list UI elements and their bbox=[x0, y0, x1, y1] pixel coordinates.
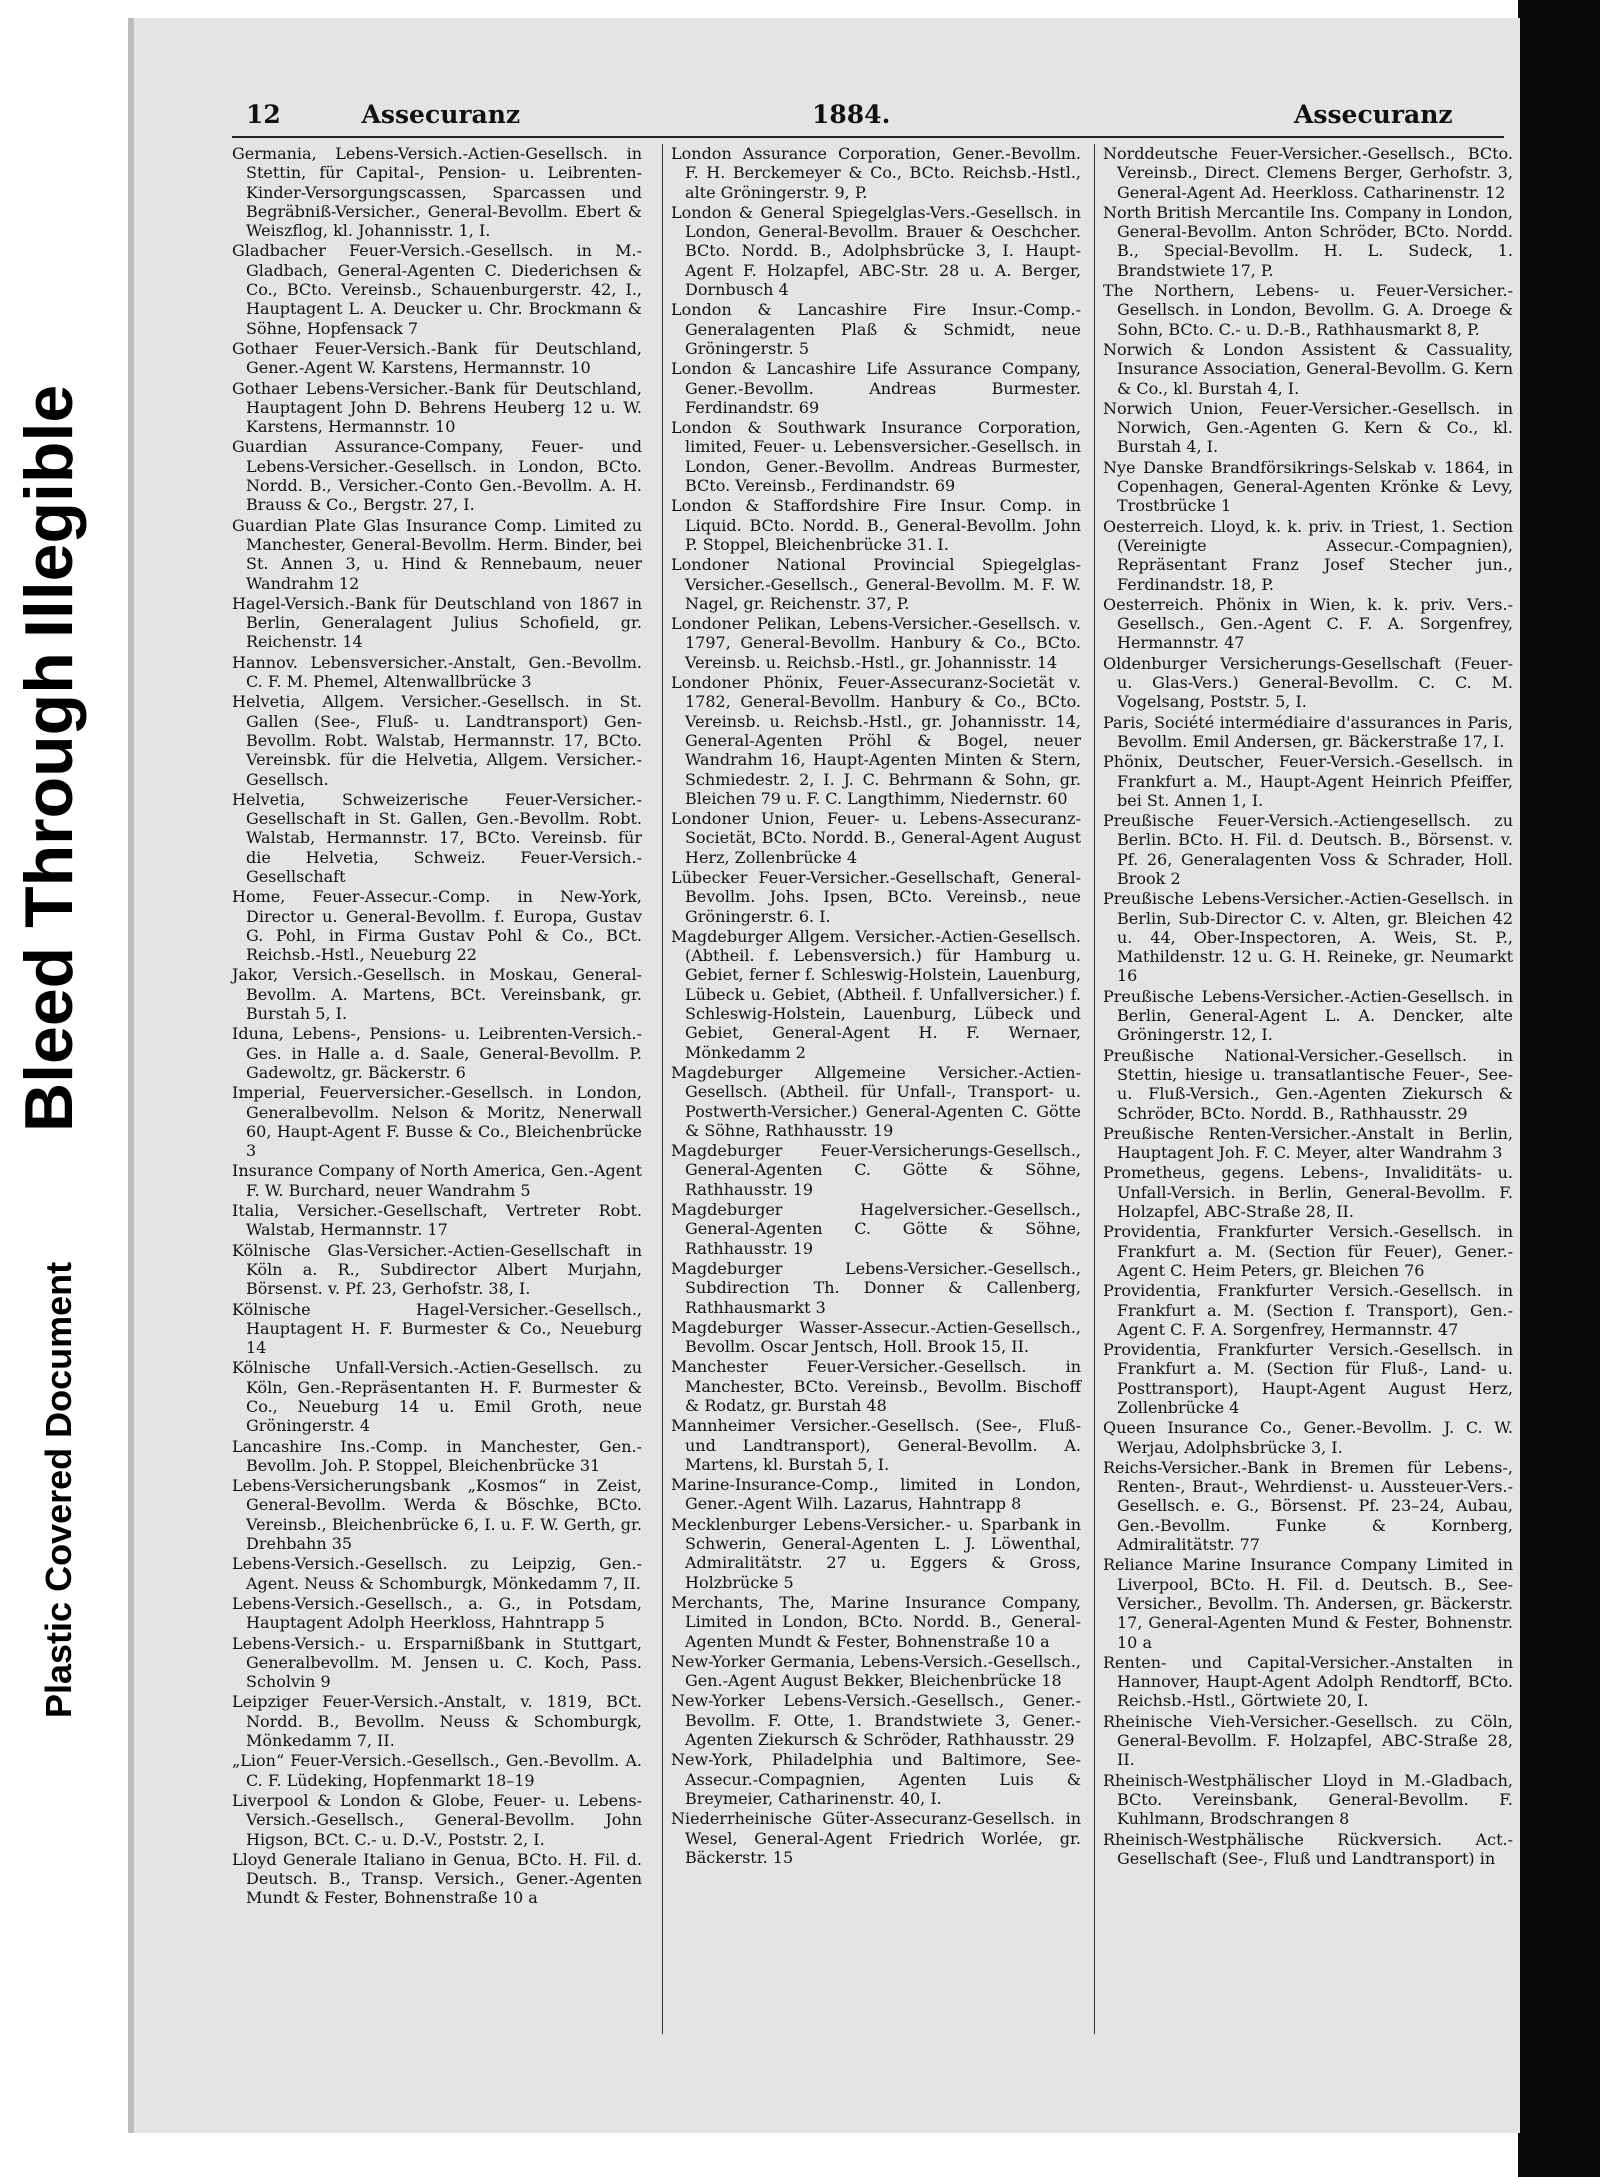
directory-entry: Providentia, Frankfurter Versich.-Gesellsch. in Frankfurt a. M. (Section f. Transport), Gen.-Agent C. F. A. Sorgenfrey, Hermannstr. 47 bbox=[1103, 1281, 1513, 1339]
page-number: 12 bbox=[246, 100, 281, 129]
running-header bbox=[232, 96, 1504, 138]
directory-entry: Imperial, Feuerversicher.-Gesellsch. in London, Generalbevollm. Nelson & Moritz, Nenerwall 60, Haupt-Agent F. Busse & Co., Bleichenbrücke 3 bbox=[232, 1083, 642, 1161]
directory-entry: Londoner Pelikan, Lebens-Versicher.-Gesellsch. v. 1797, General-Bevollm. Hanbury & Co., BCto. Vereinsb. u. Reichsb.-Hstl., gr. Johannisstr. 14 bbox=[671, 614, 1081, 672]
directory-entry: Merchants, The, Marine Insurance Company, Limited in London, BCto. Nordd. B., General-Agenten Mundt & Fester, Bohnenstraße 10 a bbox=[671, 1592, 1081, 1651]
directory-entry: London & Staffordshire Fire Insur. Comp. in Liquid. BCto. Nordd. B., General-Bevollm. John P. Stoppel, Bleichenbrücke 31. I. bbox=[671, 496, 1081, 554]
directory-entry: Londoner Phönix, Feuer-Assecuranz-Societät v. 1782, General-Bevollm. Hanbury & Co., BCto. Vereinsb. u. Reichsb.-Hstl., gr. Johannisstr. 14, General-Agenten Pröhl & Bogel, neuer Wandrahm 16, Haupt-Agenten Minten & Stern, Schmiedestr. 2, I. J. C. Behrmann & Sohn, gr. Bleichen 79 u. F. C. Langthimm, Niedernstr. 60 bbox=[671, 673, 1081, 808]
page-content bbox=[232, 96, 1513, 2096]
directory-entry: London & Lancashire Fire Insur.-Comp.-Generalagenten Plaß & Schmidt, neue Gröningerstr. 5 bbox=[671, 300, 1081, 358]
directory-entry: Marine-Insurance-Comp., limited in London, Gener.-Agent Wilh. Lazarus, Hahntrapp 8 bbox=[671, 1475, 1081, 1514]
directory-entry: Lancashire Ins.-Comp. in Manchester, Gen.-Bevollm. Joh. P. Stoppel, Bleichenbrücke 31 bbox=[232, 1436, 642, 1475]
header-right-title: Assecuranz bbox=[1294, 100, 1453, 129]
directory-entry: Preußische Feuer-Versich.-Actiengesellsch. zu Berlin. BCto. H. Fil. d. Deutsch. B., Börsenst. v. Pf. 26, Generalagenten Voss & Schrader, Holl. Brook 2 bbox=[1103, 811, 1513, 888]
header-left-title: Assecuranz bbox=[361, 100, 521, 129]
directory-entry: Gothaer Feuer-Versich.-Bank für Deutschland, Gener.-Agent W. Karstens, Hermannstr. 10 bbox=[232, 338, 642, 378]
directory-entry: Helvetia, Allgem. Versicher.-Gesellsch. in St. Gallen (See-, Fluß- u. Landtransport) Gen-Bevollm. Robt. Walstab, Hermannstr. 17, BCto. Vereinsbk. für die Helvetia, Allgem. Versicher.-Gesellsch. bbox=[232, 692, 642, 789]
directory-entry: London Assurance Corporation, Gener.-Bevollm. F. H. Berckemeyer & Co., BCto. Reichsb.-Hstl., alte Gröningerstr. 9, P. bbox=[671, 144, 1081, 202]
directory-entry: Lübecker Feuer-Versicher.-Gesellschaft, General-Bevollm. Johs. Ipsen, BCto. Vereinsb., neue Gröningerstr. 6. I. bbox=[671, 867, 1081, 926]
directory-entry: Lloyd Generale Italiano in Genua, BCto. H. Fil. d. Deutsch. B., Transp. Versich., Gener.-Agenten Mundt & Fester, Bohnenstraße 10 a bbox=[232, 1849, 642, 1908]
directory-entry: Providentia, Frankfurter Versich.-Gesellsch. in Frankfurt a. M. (Section für Feuer), Gener.-Agent C. Heim Peters, gr. Bleichen 76 bbox=[1103, 1222, 1513, 1280]
directory-entry: Magdeburger Feuer-Versicherungs-Gesellsch., General-Agenten C. Götte & Söhne, Rathhausstr. 19 bbox=[671, 1141, 1081, 1199]
directory-entry: Renten- und Capital-Versicher.-Anstalten in Hannover, Haupt-Agent Adolph Rendtorff, BCto. Reichsb.-Hstl., Görtwiete 20, I. bbox=[1103, 1652, 1513, 1711]
directory-entry: Kölnische Unfall-Versich.-Actien-Gesellsch. zu Köln, Gen.-Repräsentanten H. F. Burmester & Co., Neueburg 14 u. Emil Groth, neue Gröningerstr. 4 bbox=[232, 1358, 642, 1436]
directory-entry: Preußische Lebens-Versicher.-Actien-Gesellsch. in Berlin, Sub-Director C. v. Alten, gr. Bleichen 42 u. 44, Ober-Inspectoren, A. Weis, St. P., Mathildenstr. 12 u. G. H. Reineke, gr. Neumarkt 16 bbox=[1103, 889, 1513, 986]
directory-entry: Kölnische Hagel-Versicher.-Gesellsch., Hauptagent H. F. Burmester & Co., Neueburg 14 bbox=[232, 1299, 642, 1358]
directory-entry: Magdeburger Wasser-Assecur.-Actien-Gesellsch., Bevollm. Oscar Jentsch, Holl. Brook 15, II. bbox=[671, 1317, 1081, 1357]
directory-entry: Kölnische Glas-Versicher.-Actien-Gesellschaft in Köln a. R., Subdirector Albert Murjahn, Börsenst. v. Pf. 23, Gerhofstr. 38, I. bbox=[232, 1240, 642, 1299]
directory-entry: New-York, Philadelphia und Baltimore, See-Assecur.-Compagnien, Agenten Luis & Breymeier, Catharinenstr. 40, I. bbox=[671, 1750, 1081, 1808]
directory-entry: Mannheimer Versicher.-Gesellsch. (See-, Fluß- und Landtransport), General-Bevollm. A. Martens, kl. Burstah 5, I. bbox=[671, 1416, 1081, 1474]
column-3 bbox=[1094, 144, 1513, 2034]
directory-entry: Insurance Company of North America, Gen.-Agent F. W. Burchard, neuer Wandrahm 5 bbox=[232, 1161, 642, 1200]
illegible-label: Illegible bbox=[11, 384, 87, 638]
scan-edge-shadow bbox=[1518, 0, 1600, 2177]
directory-entry: Oesterreich. Lloyd, k. k. priv. in Triest, 1. Section (Vereinigte Assecur.-Compagnien), Repräsentant Franz Josef Stecher jun., Ferdinandstr. 18, P. bbox=[1103, 516, 1513, 594]
scanned-page bbox=[128, 18, 1520, 2133]
directory-entry: Gothaer Lebens-Versicher.-Bank für Deutschland, Hauptagent John D. Behrens Heuberg 12 u. W. Karstens, Hermannstr. 10 bbox=[232, 378, 642, 437]
directory-entry: Guardian Assurance-Company, Feuer- und Lebens-Versicher.-Gesellsch. in London, BCto. Nordd. B., Versicher.-Conto Gen.-Bevollm. A. H. Brauss & Co., Bergstr. 27, I. bbox=[232, 437, 642, 515]
directory-entry: Lebens-Versich.-Gesellsch., a. G., in Potsdam, Hauptagent Adolph Heerkloss, Hahntrapp 5 bbox=[232, 1593, 642, 1633]
directory-entry: Preußische National-Versicher.-Gesellsch. in Stettin, hiesige u. transatlantische Feuer-, See- u. Fluß-Versich., Gen.-Agenten Ziekursch & Schröder, BCto. Nordd. B., Rathhausstr. 29 bbox=[1103, 1045, 1513, 1123]
directory-entry: Gladbacher Feuer-Versich.-Gesellsch. in M.-Gladbach, General-Agenten C. Diederichsen & Co., BCto. Vereinsb., Schauenburgerstr. 42, I., Hauptagent L. A. Deucker u. Chr. Brockmann & Söhne, Hopfensack 7 bbox=[232, 241, 642, 338]
directory-entry: Lebens-Versicherungsbank „Kosmos“ in Zeist, General-Bevollm. Werda & Böschke, BCto. Vereinsb., Bleichenbrücke 6, I. u. F. W. Gerth, gr. Drehbahn 35 bbox=[232, 1476, 642, 1554]
directory-entry: New-Yorker Germania, Lebens-Versich.-Gesellsch., Gen.-Agent August Bekker, Bleichenbrücke 18 bbox=[671, 1651, 1081, 1691]
directory-entry: Rheinische Vieh-Versicher.-Gesellsch. zu Cöln, General-Bevollm. F. Holzapfel, ABC-Straße 28, II. bbox=[1103, 1711, 1513, 1770]
directory-entry: Queen Insurance Co., Gener.-Bevollm. J. C. W. Werjau, Adolphsbrücke 3, I. bbox=[1103, 1418, 1513, 1457]
directory-entry: Phönix, Deutscher, Feuer-Versich.-Gesellsch. in Frankfurt a. M., Haupt-Agent Heinrich Pfeiffer, bei St. Annen 1, I. bbox=[1103, 752, 1513, 810]
directory-entry: Magdeburger Allgem. Versicher.-Actien-Gesellsch. (Abtheil. f. Lebensversich.) für Hamburg u. Gebiet, ferner f. Schleswig-Holstein, Lauenburg, Lübeck u. Gebiet, (Abtheil. f. Unfallversicher.) f. Schleswig-Holstein, Lauenburg, Lübeck und Gebiet, General-Agent H. F. Wernaer, Mönkedamm 2 bbox=[671, 926, 1081, 1062]
directory-entry: Rheinisch-Westphälische Rückversich. Act.-Gesellschaft (See-, Fluß und Landtransport) in bbox=[1103, 1829, 1513, 1868]
bleed-through-label: Bleed Through bbox=[11, 652, 87, 1132]
directory-entry: Rheinisch-Westphälischer Lloyd in M.-Gladbach, BCto. Vereinsbank, General-Bevollm. F. Kuhlmann, Brodschrangen 8 bbox=[1103, 1770, 1513, 1829]
directory-entry: Lebens-Versich.- u. Ersparnißbank in Stuttgart, Generalbevollm. M. Jensen u. C. Koch, Pass. Scholvin 9 bbox=[232, 1633, 642, 1692]
directory-entry: Norddeutsche Feuer-Versicher.-Gesellsch., BCto. Vereinsb., Direct. Clemens Berger, Gerhofstr. 3, General-Agent Ad. Heerkloss. Catharinenstr. 12 bbox=[1103, 144, 1513, 202]
directory-entry: London & General Spiegelglas-Vers.-Gesellsch. in London, General-Bevollm. Brauer & Oeschcher. BCto. Nordd. B., Adolphsbrücke 3, I. Haupt-Agent F. Holzapfel, ABC-Str. 28 u. A. Berger, Dornbusch 4 bbox=[671, 202, 1081, 300]
directory-entry: The Northern, Lebens- u. Feuer-Versicher.-Gesellsch. in London, Bevollm. G. A. Droege & Sohn, BCto. C.- u. D.-B., Rathhausmarkt 8, P. bbox=[1103, 281, 1513, 339]
directory-entry: Hannov. Lebensversicher.-Anstalt, Gen.-Bevollm. C. F. M. Phemel, Altenwallbrücke 3 bbox=[232, 652, 642, 692]
directory-entry: Reichs-Versicher.-Bank in Bremen für Lebens-, Renten-, Braut-, Wehrdienst- u. Aussteuer-Vers.-Gesellsch. e. G., Börsenst. Pf. 23–24, Aubau, Gen.-Bevollm. Funke & Kornberg, Admiralitätstr. 77 bbox=[1103, 1457, 1513, 1555]
directory-entry: Jakor, Versich.-Gesellsch. in Moskau, General-Bevollm. A. Martens, BCt. Vereinsbank, gr. Burstah 5, I. bbox=[232, 965, 642, 1024]
directory-entry: „Lion“ Feuer-Versich.-Gesellsch., Gen.-Bevollm. A. C. F. Lüdeking, Hopfenmarkt 18–19 bbox=[232, 1751, 642, 1790]
directory-entry: Preußische Lebens-Versicher.-Actien-Gesellsch. in Berlin, General-Agent L. A. Dencker, alte Gröningerstr. 12, I. bbox=[1103, 986, 1513, 1045]
directory-entry: Nye Danske Brandförsikrings-Selskab v. 1864, in Copenhagen, General-Agenten Krönke & Levy, Trostbrücke 1 bbox=[1103, 457, 1513, 516]
directory-entry: Leipziger Feuer-Versich.-Anstalt, v. 1819, BCt. Nordd. B., Bevollm. Neuss & Schomburgk, Mönkedamm 7, II. bbox=[232, 1692, 642, 1751]
directory-entry: London & Lancashire Life Assurance Company, Gener.-Bevollm. Andreas Burmester. Ferdinandstr. 69 bbox=[671, 359, 1081, 417]
directory-entry: Prometheus, gegens. Lebens-, Invaliditäts- u. Unfall-Versich. in Berlin, General-Bevollm. F. Holzapfel, ABC-Straße 28, II. bbox=[1103, 1163, 1513, 1222]
directory-entry: Manchester Feuer-Versicher.-Gesellsch. in Manchester, BCto. Vereinsb., Bevollm. Bischoff & Rodatz, gr. Burstah 48 bbox=[671, 1357, 1081, 1415]
directory-entry: Italia, Versicher.-Gesellschaft, Vertreter Robt. Walstab, Hermannstr. 17 bbox=[232, 1201, 642, 1240]
directory-entry: Norwich & London Assistent & Cassuality, Insurance Association, General-Bevollm. G. Kern & Co., kl. Burstah 4, I. bbox=[1103, 339, 1513, 398]
directory-entry: Mecklenburger Lebens-Versicher.- u. Sparbank in Schwerin, General-Agenten L. J. Löwenthal, Admiralitätstr. 27 u. Eggers & Gross, Holzbrücke 5 bbox=[671, 1514, 1081, 1592]
directory-entry: Londoner Union, Feuer- u. Lebens-Assecuranz-Societät, BCto. Nordd. B., General-Agent August Herz, Zollenbrücke 4 bbox=[671, 809, 1081, 867]
directory-entry: Magdeburger Hagelversicher.-Gesellsch., General-Agenten C. Götte & Söhne, Rathhausstr. 19 bbox=[671, 1200, 1081, 1258]
directory-entry: Lebens-Versich.-Gesellsch. zu Leipzig, Gen.-Agent. Neuss & Schomburgk, Mönkedamm 7, II. bbox=[232, 1554, 642, 1593]
directory-entry: Magdeburger Allgemeine Versicher.-Actien-Gesellsch. (Abtheil. für Unfall-, Transport- u. Postwerth-Versicher.) General-Agenten C. Götte & Söhne, Rathhausstr. 19 bbox=[671, 1062, 1081, 1140]
directory-columns bbox=[232, 144, 1513, 2064]
directory-entry: Hagel-Versich.-Bank für Deutschland von 1867 in Berlin, Generalagent Julius Schofield, gr. Reichenstr. 14 bbox=[232, 593, 642, 652]
header-year: 1884. bbox=[812, 100, 891, 129]
directory-entry: Providentia, Frankfurter Versich.-Gesellsch. in Frankfurt a. M. (Section für Fluß-, Land- u. Posttransport), Haupt-Agent August Herz, Zollenbrücke 4 bbox=[1103, 1340, 1513, 1417]
header-left bbox=[246, 100, 520, 129]
column-2 bbox=[662, 144, 1081, 2034]
directory-entry: London & Southwark Insurance Corporation, limited, Feuer- u. Lebensversicher.-Gesellsch. in London, Gener.-Bevollm. Andreas Burmester, BCto. Vereinsb., Ferdinandstr. 69 bbox=[671, 418, 1081, 496]
directory-entry: Oldenburger Versicherungs-Gesellschaft (Feuer- u. Glas-Vers.) General-Bevollm. C. C. M. Vogelsang, Poststr. 5, I. bbox=[1103, 653, 1513, 712]
directory-entry: Paris, Société intermédiaire d'assurances in Paris, Bevollm. Emil Andersen, gr. Bäckerstraße 17, I. bbox=[1103, 712, 1513, 751]
directory-entry: Norwich Union, Feuer-Versicher.-Gesellsch. in Norwich, Gen.-Agenten G. Kern & Co., kl. Burstah 4, I. bbox=[1103, 398, 1513, 457]
directory-entry: Home, Feuer-Assecur.-Comp. in New-York, Director u. General-Bevollm. f. Europa, Gustav G. Pohl, in Firma Gustav Pohl & Co., BCt. Reichsb.-Hstl., Neueburg 22 bbox=[232, 887, 642, 965]
directory-entry: New-Yorker Lebens-Versich.-Gesellsch., Gener.-Bevollm. F. Otte, 1. Brandstwiete 3, Gener.-Agenten Ziekursch & Schröder, Rathhausstr. 29 bbox=[671, 1691, 1081, 1750]
directory-entry: Germania, Lebens-Versich.-Actien-Gesellsch. in Stettin, für Capital-, Pension- u. Leibrenten-Kinder-Versorgungscassen, Sparcassen und Begräbniß-Versicher., General-Bevollm. Ebert & Weiszflog, kl. Johannisstr. 1, I. bbox=[232, 144, 642, 241]
directory-entry: Helvetia, Schweizerische Feuer-Versicher.-Gesellschaft in St. Gallen, Gen.-Bevollm. Robt. Walstab, Hermannstr. 17, BCto. Vereinsb. für die Helvetia, Schweiz. Feuer-Versich.-Gesellschaft bbox=[232, 789, 642, 886]
directory-entry: Niederrheinische Güter-Assecuranz-Gesellsch. in Wesel, General-Agent Friedrich Worlée, gr. Bäckerstr. 15 bbox=[671, 1809, 1081, 1867]
directory-entry: Reliance Marine Insurance Company Limited in Liverpool, BCto. H. Fil. d. Deutsch. B., See-Versicher., Bevollm. Th. Andersen, gr. Bäckerstr. 17, General-Agenten Mund & Fester, Bohnenstr. 10 a bbox=[1103, 1555, 1513, 1652]
directory-entry: Guardian Plate Glas Insurance Comp. Limited zu Manchester, General-Bevollm. Herm. Binder, bei St. Annen 3, u. Hind & Rennebaum, neuer Wandrahm 12 bbox=[232, 515, 642, 593]
plastic-covered-label: Plastic Covered Document bbox=[38, 1261, 79, 1718]
directory-entry: North British Mercantile Ins. Company in London, General-Bevollm. Anton Schröder, BCto. Nordd. B., Special-Bevollm. H. L. Sudeck, 1. Brandstwiete 17, P. bbox=[1103, 202, 1513, 280]
directory-entry: Liverpool & London & Globe, Feuer- u. Lebens-Versich.-Gesellsch., General-Bevollm. John Higson, BCt. C.- u. D.-V., Poststr. 2, I. bbox=[232, 1790, 642, 1849]
directory-entry: Oesterreich. Phönix in Wien, k. k. priv. Vers.-Gesellsch., Gen.-Agent C. F. A. Sorgenfrey, Hermannstr. 47 bbox=[1103, 594, 1513, 653]
directory-entry: Londoner National Provincial Spiegelglas-Versicher.-Gesellsch., General-Bevollm. M. F. W. Nagel, gr. Reichenstr. 37, P. bbox=[671, 555, 1081, 613]
directory-entry: Magdeburger Lebens-Versicher.-Gesellsch., Subdirection Th. Donner & Callenberg, Rathhausmarkt 3 bbox=[671, 1258, 1081, 1317]
column-1 bbox=[232, 144, 642, 1909]
directory-entry: Preußische Renten-Versicher.-Anstalt in Berlin, Hauptagent Joh. F. C. Meyer, alter Wandrahm 3 bbox=[1103, 1123, 1513, 1163]
directory-entry: Iduna, Lebens-, Pensions- u. Leibrenten-Versich.-Ges. in Halle a. d. Saale, General-Bevollm. P. Gadewoltz, gr. Bäckerstr. 6 bbox=[232, 1024, 642, 1082]
